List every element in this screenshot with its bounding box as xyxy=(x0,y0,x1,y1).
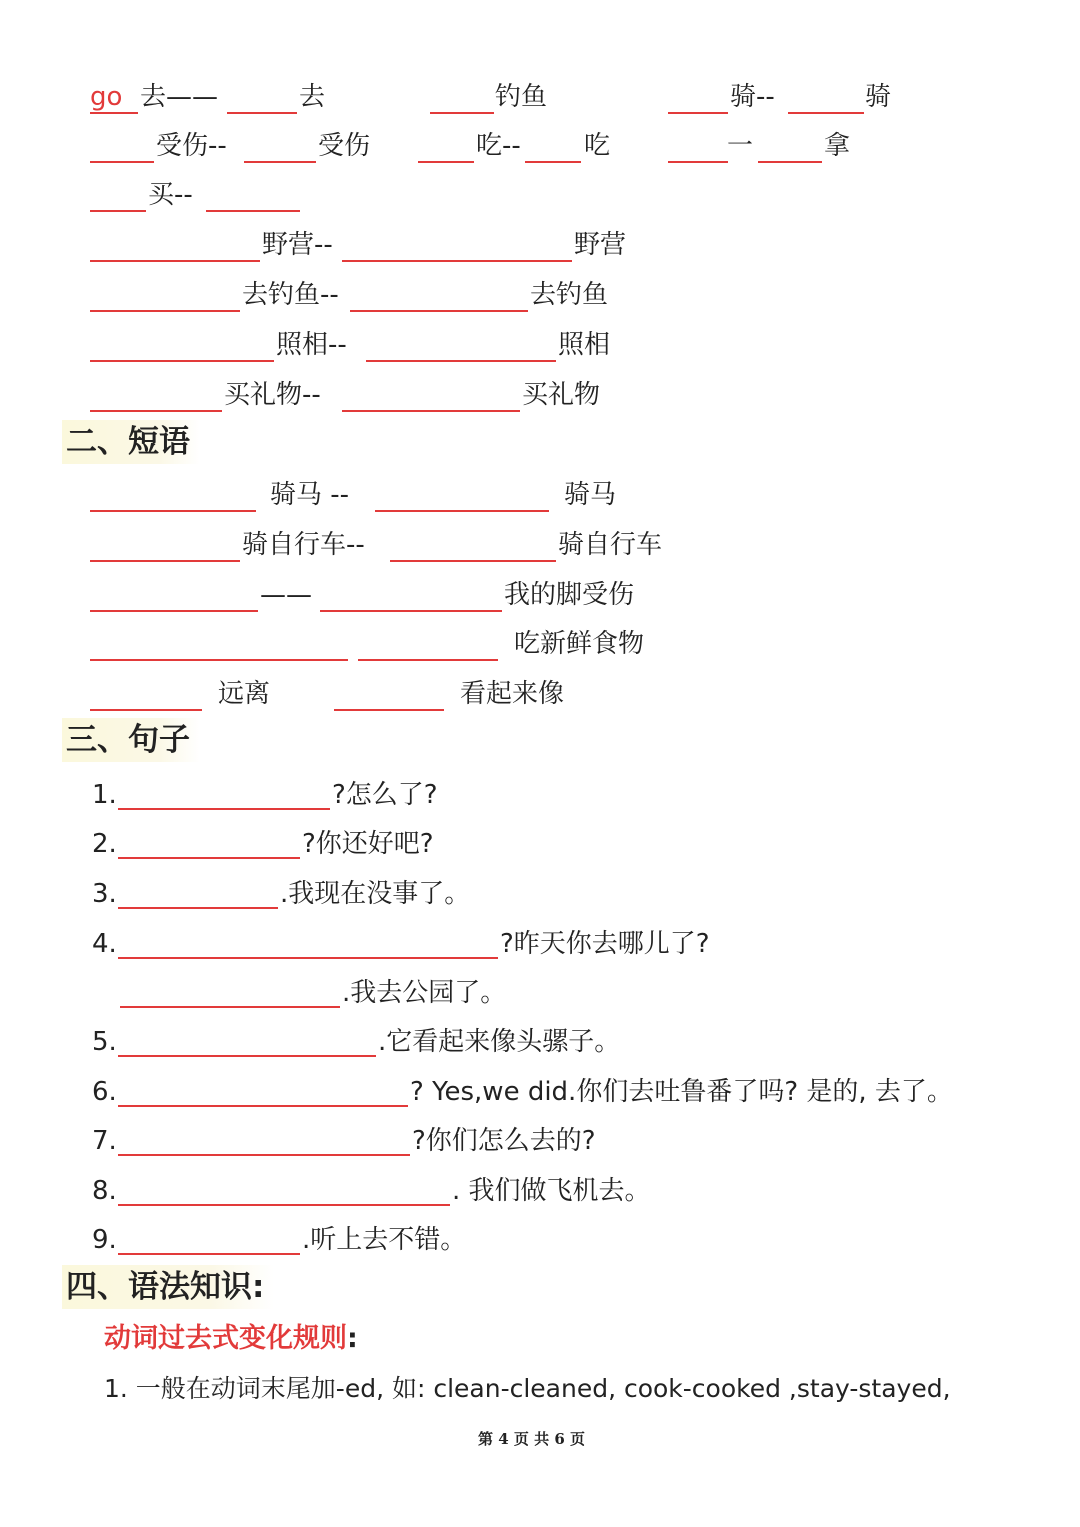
sentence-text: ?怎么了? xyxy=(332,780,438,810)
rule-heading xyxy=(104,1322,358,1356)
answer-line[interactable] xyxy=(120,1006,340,1008)
answer-line[interactable] xyxy=(90,709,202,711)
answer-line[interactable] xyxy=(118,1154,410,1156)
section-3-title: 三、句子 xyxy=(62,718,200,762)
rule-heading-colon: : xyxy=(347,1323,358,1354)
sentence-text: .它看起来像头骡子。 xyxy=(378,1027,621,1057)
sentence-number: 7. xyxy=(92,1126,117,1156)
answer-line[interactable] xyxy=(90,659,348,661)
sentence-text: ?你们怎么去的? xyxy=(412,1126,596,1156)
vocab-text: 吃-- xyxy=(476,131,521,161)
answer-line[interactable] xyxy=(118,957,498,959)
phrase-text: 吃新鲜食物 xyxy=(514,629,645,659)
vocab-text: 受伤-- xyxy=(156,131,227,161)
sentence-number: 1. xyxy=(92,780,117,810)
answer-line[interactable] xyxy=(366,360,556,362)
answer-line[interactable] xyxy=(788,112,864,114)
vocab-text: 骑 xyxy=(865,82,892,112)
section-4-title: 四、语法知识: xyxy=(62,1265,274,1309)
answer-line[interactable] xyxy=(375,510,549,512)
answer-line[interactable] xyxy=(90,310,240,312)
answer-line[interactable] xyxy=(118,1204,450,1206)
answer-line[interactable] xyxy=(334,709,444,711)
answer-line[interactable] xyxy=(525,161,581,163)
sentence-text: .听上去不错。 xyxy=(302,1225,467,1255)
vocab-text: 买-- xyxy=(148,180,193,210)
answer-line[interactable] xyxy=(90,610,258,612)
vocab-text: 去 xyxy=(299,82,326,112)
vocab-text: 吃 xyxy=(584,131,611,161)
answer-line[interactable] xyxy=(418,161,474,163)
vocab-text: 去钓鱼 xyxy=(530,280,609,310)
sentence-text: ?你还好吧? xyxy=(302,829,434,859)
sentence-text: . 我们做飞机去。 xyxy=(452,1176,651,1206)
sentence-text: ? Yes,we did.你们去吐鲁番了吗? 是的, 去了。 xyxy=(410,1077,953,1107)
example-word: go xyxy=(90,82,123,112)
sentence-number: 4. xyxy=(92,929,117,959)
vocab-text: 去—— xyxy=(140,82,219,112)
answer-line[interactable] xyxy=(320,610,502,612)
answer-line[interactable] xyxy=(118,1105,408,1107)
answer-line[interactable] xyxy=(244,161,316,163)
rule-heading-text: 动词过去式变化规则 xyxy=(104,1323,347,1354)
sentence-number: 8. xyxy=(92,1176,117,1206)
phrase-text: 骑马 xyxy=(564,480,617,510)
answer-line[interactable] xyxy=(90,360,274,362)
answer-line xyxy=(90,112,138,114)
sentence-text: .我现在没事了。 xyxy=(280,879,471,909)
sentence-number: 3. xyxy=(92,879,117,909)
answer-line[interactable] xyxy=(390,560,556,562)
vocab-text: 受伤 xyxy=(318,131,371,161)
answer-line[interactable] xyxy=(758,161,822,163)
rule-1: 1. 一般在动词末尾加-ed, 如: clean-cleaned, cook-cooked ,stay-stayed, xyxy=(104,1374,951,1403)
vocab-text: 野营-- xyxy=(262,230,333,260)
sentence-number: 5. xyxy=(92,1027,117,1057)
answer-line[interactable] xyxy=(350,310,528,312)
vocab-text: 照相-- xyxy=(276,330,347,360)
phrase-text: 我的脚受伤 xyxy=(504,580,635,610)
sentence-text: .我去公园了。 xyxy=(342,978,507,1008)
answer-line[interactable] xyxy=(90,410,222,412)
phrase-text: 看起来像 xyxy=(460,679,565,709)
vocab-text: 钓鱼 xyxy=(495,82,548,112)
vocab-text: 拿 xyxy=(824,131,851,161)
answer-line[interactable] xyxy=(342,260,572,262)
answer-line[interactable] xyxy=(118,857,300,859)
answer-line[interactable] xyxy=(206,210,300,212)
answer-line[interactable] xyxy=(358,659,498,661)
vocab-text: 照相 xyxy=(558,330,611,360)
answer-line[interactable] xyxy=(90,560,240,562)
answer-line[interactable] xyxy=(90,510,256,512)
phrase-text: 远离 xyxy=(218,679,271,709)
phrase-text: —— xyxy=(260,580,312,610)
answer-line[interactable] xyxy=(118,907,278,909)
phrase-text: 骑马 -- xyxy=(270,480,350,510)
answer-line[interactable] xyxy=(118,808,330,810)
sentence-number: 6. xyxy=(92,1077,117,1107)
vocab-text: 一 xyxy=(727,131,754,161)
answer-line[interactable] xyxy=(90,260,260,262)
answer-line[interactable] xyxy=(90,210,146,212)
answer-line[interactable] xyxy=(118,1055,376,1057)
answer-line[interactable] xyxy=(430,112,494,114)
page-footer: 第 4 页 共 6 页 xyxy=(478,1430,585,1448)
phrase-text: 骑自行车-- xyxy=(242,530,365,560)
vocab-text: 去钓鱼-- xyxy=(242,280,339,310)
answer-line[interactable] xyxy=(668,161,728,163)
phrase-text: 骑自行车 xyxy=(558,530,663,560)
vocab-text: 骑-- xyxy=(730,82,775,112)
answer-line[interactable] xyxy=(342,410,520,412)
sentence-text: ?昨天你去哪儿了? xyxy=(500,929,710,959)
sentence-number: 9. xyxy=(92,1225,117,1255)
answer-line[interactable] xyxy=(90,161,154,163)
section-2-title: 二、短语 xyxy=(62,420,200,464)
vocab-text: 买礼物 xyxy=(522,380,601,410)
sentence-number: 2. xyxy=(92,829,117,859)
answer-line[interactable] xyxy=(227,112,297,114)
answer-line[interactable] xyxy=(668,112,728,114)
vocab-text: 买礼物-- xyxy=(224,380,321,410)
vocab-text: 野营 xyxy=(574,230,627,260)
answer-line[interactable] xyxy=(118,1253,300,1255)
